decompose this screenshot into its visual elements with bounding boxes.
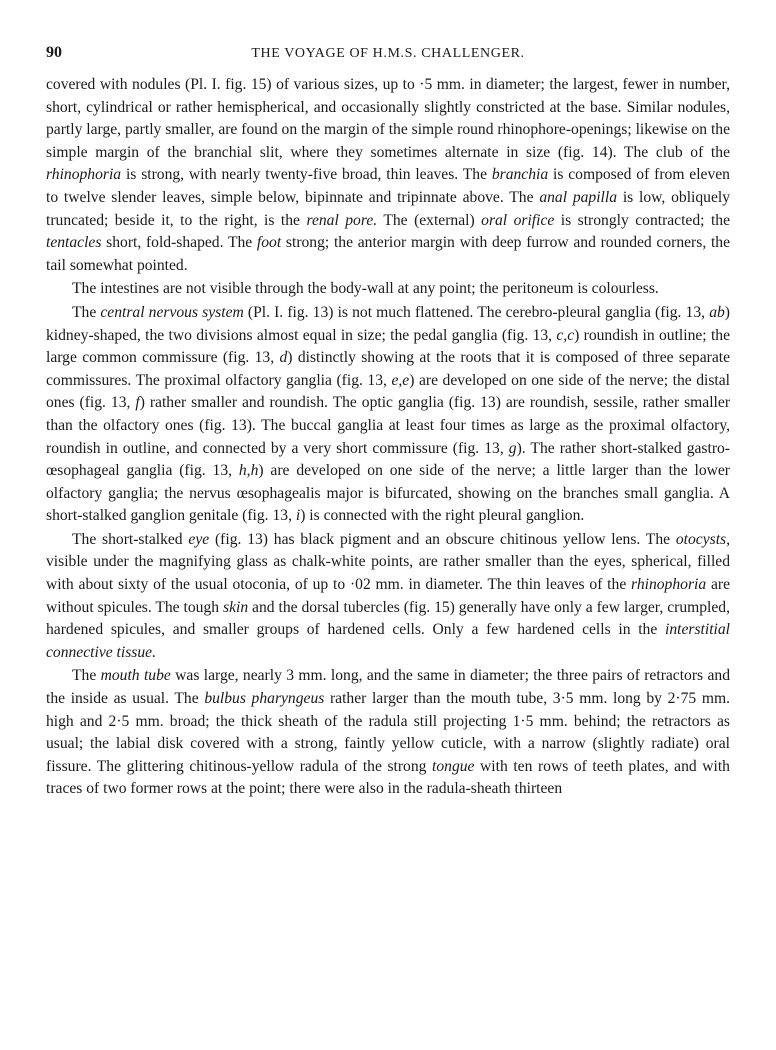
text-run: ) is connected with the right pleural ganglion. <box>300 507 585 525</box>
italic-term: oral orifice <box>481 211 555 229</box>
page-number: 90 <box>46 44 62 61</box>
running-title: THE VOYAGE OF H.M.S. CHALLENGER. <box>251 46 525 61</box>
italic-term: bulbus pharyngeus <box>204 690 325 708</box>
paragraph <box>46 665 730 801</box>
text-run: is low, obliquely truncated; beside it, to the right, is the <box>46 188 731 229</box>
italic-term: eye <box>188 530 210 548</box>
text-run: ) are developed on one side of the nerve; a little larger than the lower olfactory ganglia; the nervus œsophagealis major is bifurcated, showing on the branches small ganglia. A short-stalked ganglion genitale (fig. 13, <box>46 462 730 525</box>
italic-term: tentacles <box>46 234 102 252</box>
text-run: are without spicules. The tough <box>46 576 730 616</box>
text-run: ) are developed on one side of the nerve; the distal ones (fig. 13, <box>46 371 731 412</box>
text-run: ) roundish in outline; the large common commissure (fig. 13, <box>46 326 730 367</box>
text-run: The short-stalked <box>72 530 189 548</box>
text-run: is strong, with nearly twenty-five broad, thin leaves. The <box>121 166 492 184</box>
italic-term: branchia <box>491 166 549 184</box>
text-run: The <box>72 667 101 685</box>
text-run: ) rather smaller and roundish. The optic ganglia (fig. 13) are roundish, sessile, rather smaller than the olfactory ones (fig. 13). The buccal ganglia at least four times as large as the proximal olfactory, roundish in outline, and connected by a very short commissure (fig. 13, <box>46 394 731 457</box>
italic-term: g <box>508 439 517 457</box>
italic-term: foot <box>256 234 282 252</box>
text-run: ). The rather short-stalked gastro-œsophageal ganglia (fig. 13, <box>46 439 730 480</box>
italic-term: interstitial connective tissue. <box>46 621 730 661</box>
italic-term: otocysts, <box>675 530 730 548</box>
paragraph <box>46 278 730 301</box>
text-run: The <box>72 303 101 321</box>
text-run: short, fold-shaped. The <box>101 234 257 252</box>
text-run: is strongly contracted; the <box>554 211 731 229</box>
italic-term: ab <box>709 303 725 321</box>
text-run: ) kidney-shaped, the two divisions almost equal in size; the pedal ganglia (fig. 13, <box>46 303 730 344</box>
paragraph <box>46 302 730 528</box>
text-run: The (external) <box>377 211 482 229</box>
italic-term: e,e <box>391 371 410 389</box>
italic-term: rhinophoria <box>631 576 707 594</box>
text-run: rather larger than the mouth tube, 3·5 mm. long by 2·75 mm. high and 2·5 mm. broad; the thick sheath of the radula still projecting 1·5 mm. behind; the retractors as usual; the labial disk covered with a strong, faintly yellow cuticle, with a narrow (slightly radiate) oral fissure. The glittering chitinous-yellow radula of the strong <box>46 690 731 775</box>
italic-term: d <box>279 349 288 367</box>
italic-term: central nervous system <box>100 303 244 321</box>
text-run: is composed of from eleven to twelve slender leaves, simple below, bipinnate and tripinnate above. The <box>46 166 730 206</box>
text-run: The intestines are not visible through the body-wall at any point; the peritoneum is colourless. <box>72 280 659 298</box>
text-run: strong; the anterior margin with deep furrow and rounded corners, the tail somewhat pointed. <box>46 234 731 274</box>
text-run: was large, nearly 3 mm. long, and the same in diameter; the three pairs of retractors and the inside as usual. The <box>46 667 730 708</box>
italic-term: i <box>295 507 301 525</box>
page <box>46 44 730 802</box>
italic-term: renal pore. <box>306 211 378 229</box>
italic-term: anal papilla <box>539 188 618 206</box>
italic-term: rhinophoria <box>46 166 122 184</box>
italic-term: f <box>135 394 140 412</box>
text-run: visible under the magnifying glass as chalk-white points, are rather smaller than the eyes, spherical, filled with about sixty of the usual otoconia, of up to ·02 mm. in diameter. The thin leaves of the <box>46 553 730 594</box>
text-run: covered with nodules (Pl. I. fig. 15) of various sizes, up to ·5 mm. in diameter; the largest, fewer in number, short, cylindrical or rather hemispherical, and occasionally slightly constricted at the base. Similar nodules, partly large, partly smaller, are found on the margin of the simple round rhinophore-openings; likewise on the simple margin of the branchial slit, where they sometimes alternate in size (fig. 14). The club of the <box>46 76 730 161</box>
paragraph <box>46 529 730 665</box>
italic-term: h,h <box>238 462 259 480</box>
page-header <box>46 44 730 66</box>
italic-term: c,c <box>556 326 575 344</box>
text-run: with ten rows of teeth plates, and with traces of two former rows at the point; there were also in the radula-sheath thirteen <box>46 757 730 798</box>
italic-term: skin <box>223 598 249 616</box>
text-run: (Pl. I. fig. 13) is not much flattened. The cerebro-pleural ganglia (fig. 13, <box>243 303 710 321</box>
italic-term: tongue <box>432 757 475 775</box>
body-text <box>46 74 730 801</box>
text-run: ) distinctly showing at the roots that it is composed of three separate commissures. The proximal olfactory ganglia (fig. 13, <box>46 349 730 389</box>
text-run: and the dorsal tubercles (fig. 15) generally have only a few larger, crumpled, hardened spicules, and smaller groups of hardened cells. Only a few hardened cells in the <box>46 598 730 639</box>
italic-term: mouth tube <box>100 667 171 685</box>
paragraph <box>46 74 730 277</box>
text-run: (fig. 13) has black pigment and an obscure chitinous yellow lens. The <box>209 530 676 548</box>
